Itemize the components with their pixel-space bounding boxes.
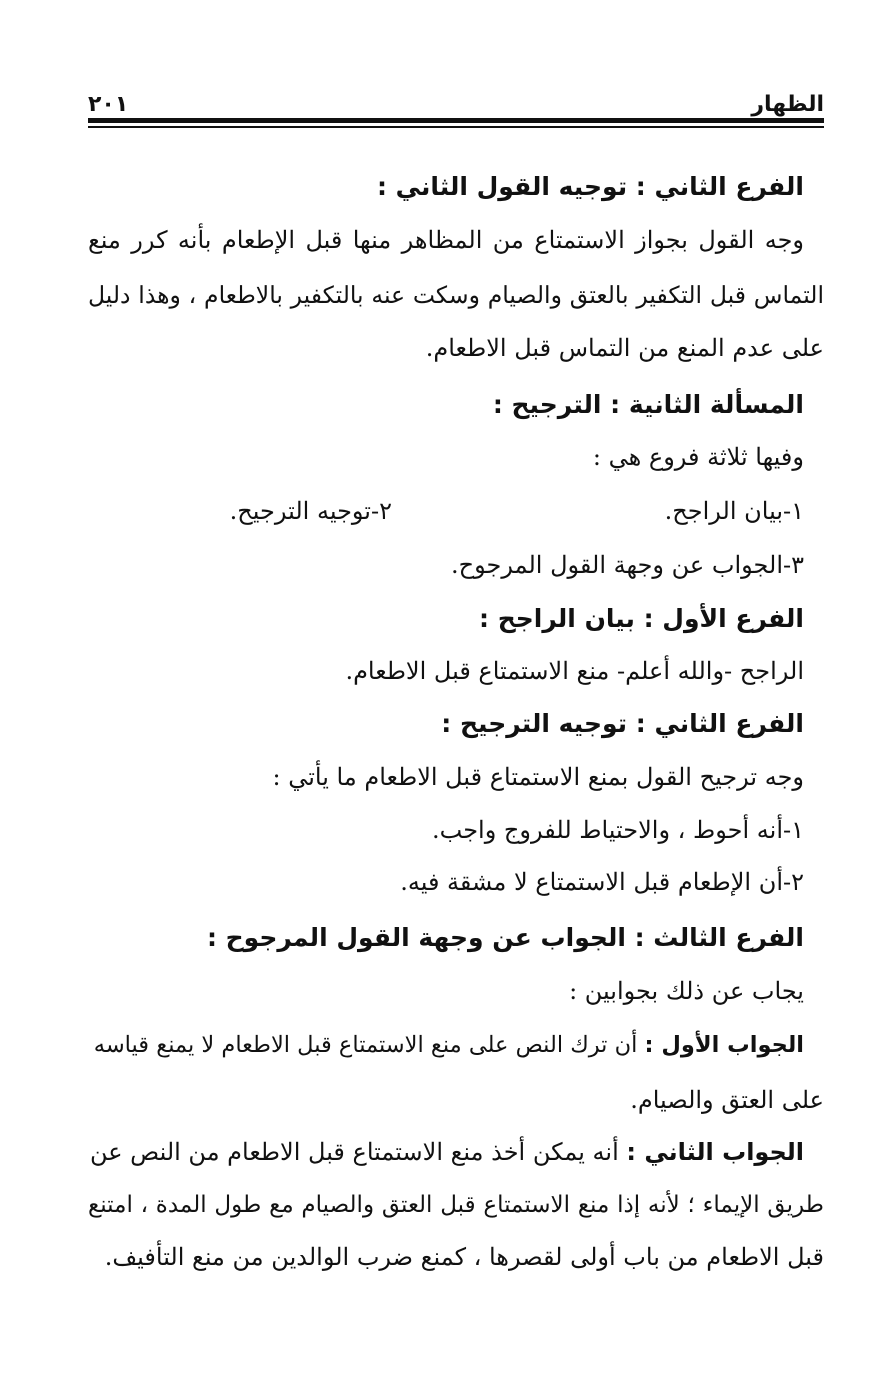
list-row [88,496,804,526]
answer-text: أن ترك النص على منع الاستمتاع قبل الاطعام لا يمنع قياسه [93,1032,638,1058]
answer-label: الجواب الثاني : [626,1138,804,1166]
header-rule-thick [88,118,824,123]
list-item: ١-أنه أحوط ، والاحتياط للفروج واجب. [432,816,804,844]
paragraph-line: قبل الاطعام من باب أولى لقصرها ، كمنع ضرب الوالدين من منع التأفيف. [104,1243,824,1271]
section-heading: الفرع الثاني : توجيه الترجيح : [441,709,804,738]
answer-line [88,1030,804,1060]
paragraph-line: طريق الإيماء ؛ لأنه إذا منع الاستمتاع قبل العتق والصيام مع طول المدة ، امتنع [88,1192,824,1218]
paragraph-line: على عدم المنع من التماس قبل الاطعام. [425,334,824,362]
list-item: ٢-توجيه الترجيح. [229,497,392,525]
section-heading: الفرع الثالث : الجواب عن وجهة القول المرجوح : [206,923,804,952]
section-heading: الفرع الثاني : توجيه القول الثاني : [376,172,804,201]
paragraph-line: وجه ترجيح القول بمنع الاستمتاع قبل الاطعام ما يأتي : [272,763,804,791]
page-number: ٢٠١ [88,92,129,117]
list-item: ٢-أن الإطعام قبل الاستمتاع لا مشقة فيه. [400,868,804,896]
answer-text: أنه يمكن أخذ منع الاستمتاع قبل الاطعام من النص عن [89,1138,619,1166]
section-heading: المسألة الثانية : الترجيح : [492,390,804,419]
list-item: ١-بيان الراجح. [664,497,804,525]
header-rule-thin [88,126,824,128]
paragraph-line: الراجح -والله أعلم- منع الاستمتاع قبل الاطعام. [345,657,804,685]
answer-line [88,1137,804,1167]
paragraph-line: يجاب عن ذلك بجوابين : [569,977,804,1005]
chapter-title: الظهار [751,92,824,117]
paragraph-line: وفيها ثلاثة فروع هي : [592,443,804,471]
section-heading: الفرع الأول : بيان الراجح : [479,604,804,633]
paragraph-line: وجه القول بجواز الاستمتاع من المظاهر منها قبل الإطعام بأنه كرر منع [88,226,804,254]
paragraph-line: على العتق والصيام. [630,1086,824,1114]
paragraph-line: التماس قبل التكفير بالعتق والصيام وسكت عنه بالتكفير بالاطعام ، وهذا دليل [88,281,824,309]
list-item: ٣-الجواب عن وجهة القول المرجوح. [450,551,804,579]
answer-label: الجواب الأول : [644,1032,804,1058]
